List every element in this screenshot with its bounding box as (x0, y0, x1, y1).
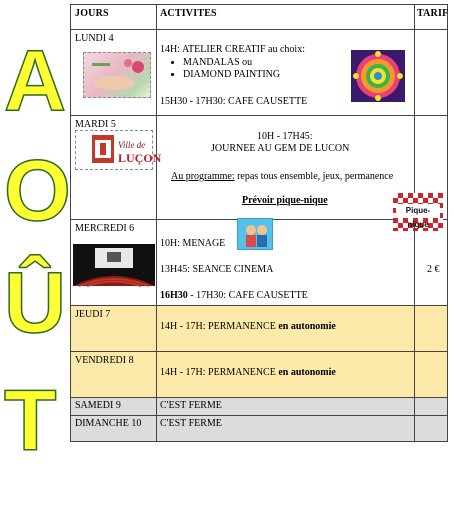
ville-de-lucon-logo (75, 130, 162, 170)
day-label: JEUDI 7 (75, 309, 111, 320)
table-row (70, 306, 448, 352)
day-label: MERCREDI 6 (75, 223, 135, 234)
menage-image (237, 218, 273, 250)
month-letter: T (4, 373, 57, 469)
time-bold: 16H30 (160, 290, 188, 301)
programme-label: Au programme: (171, 171, 235, 182)
table-row (70, 416, 448, 442)
day-label: MARDI 5 (75, 119, 116, 130)
activity-text (160, 321, 336, 332)
activity-text: 14H: ATELIER CREATIF au choix: (160, 44, 305, 55)
activity-text: JOURNEE AU GEM DE LUCON (211, 143, 350, 154)
activity-text: 10H - 17H45: (257, 131, 313, 142)
table-row (70, 220, 448, 306)
logo-big-text: LUÇON (118, 151, 162, 165)
prevoir-text: Prévoir pique-nique (242, 195, 328, 206)
tarif-value: 2 € (427, 264, 440, 275)
header-activites: ACTIVITES (160, 8, 217, 19)
logo-small-text: Ville de (118, 140, 146, 150)
list-item: • DIAMOND PAINTING (183, 69, 280, 81)
activity-main: 14H - 17H: PERMANENCE (160, 321, 279, 332)
day-label: VENDREDI 8 (75, 355, 134, 366)
activity-bold: en autonomie (278, 321, 336, 332)
table-row (70, 398, 448, 416)
activity-text (160, 290, 308, 301)
day-label: DIMANCHE 10 (75, 418, 142, 429)
activity-text: 13H45: SEANCE CINEMA (160, 264, 274, 275)
activity-text (160, 367, 336, 378)
activity-main: 14H - 17H: PERMANENCE (160, 367, 279, 378)
table-row (70, 30, 448, 116)
activity-text: C'EST FERME (160, 418, 222, 429)
month-letter: O (4, 143, 71, 239)
table-header (70, 4, 448, 30)
programme-detail: repas tous ensemble, jeux, permanence (234, 171, 394, 182)
month-letter: Û (4, 255, 67, 351)
schedule-table (70, 4, 448, 442)
header-jours: JOURS (75, 8, 109, 19)
cinema-image (73, 244, 155, 286)
day-label: LUNDI 4 (75, 33, 114, 44)
programme-text (171, 171, 393, 182)
mandala-image (351, 50, 405, 102)
activity-bold: en autonomie (278, 367, 336, 378)
picnic-label: Pique-nique (396, 204, 440, 218)
header-tarif: TARIF (417, 8, 449, 19)
craft-image (83, 52, 151, 98)
activity-rest: - 17H30: CAFE CAUSETTE (187, 290, 308, 301)
activity-options (171, 57, 280, 81)
activity-text: C'EST FERME (160, 400, 222, 411)
activity-text: 10H: MENAGE (160, 238, 226, 249)
day-label: SAMEDI 9 (75, 400, 121, 411)
activity-text: 15H30 - 17H30: CAFE CAUSETTE (160, 96, 308, 107)
month-letter: A (4, 33, 67, 129)
table-row (70, 352, 448, 398)
list-item: • MANDALAS ou (183, 57, 280, 69)
